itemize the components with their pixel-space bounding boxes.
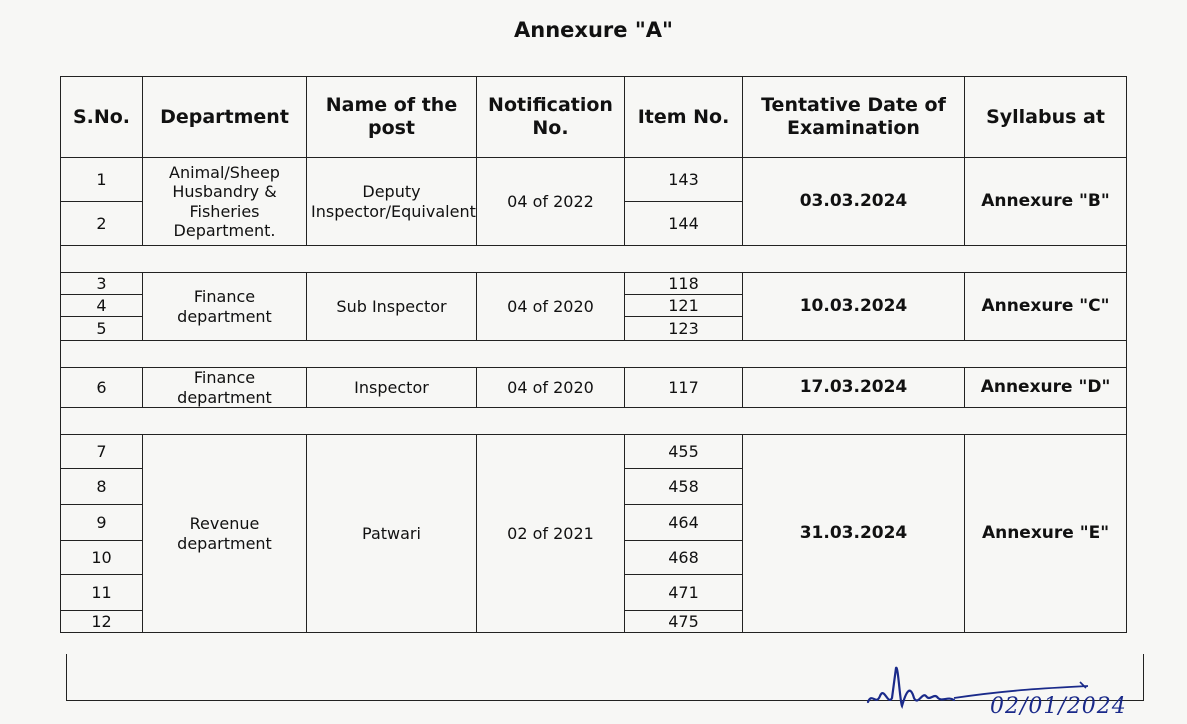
cell-syllabus: Annexure "B" (965, 158, 1127, 246)
page-title: Annexure "A" (514, 18, 673, 42)
spacer-cell (61, 341, 1127, 368)
cell-sno: 5 (61, 317, 143, 341)
cell-item: 468 (625, 541, 743, 575)
cell-post: Sub Inspector (307, 273, 477, 341)
cell-date: 03.03.2024 (743, 158, 965, 246)
cell-department: Finance department (143, 273, 307, 341)
cell-notification: 04 of 2022 (477, 158, 625, 246)
table-row (61, 273, 1127, 295)
cell-item: 143 (625, 158, 743, 202)
cell-department: Revenue department (143, 435, 307, 633)
cell-sno: 10 (61, 541, 143, 575)
cell-item: 117 (625, 368, 743, 408)
cell-item: 123 (625, 317, 743, 341)
spacer-row (61, 408, 1127, 435)
cell-sno: 7 (61, 435, 143, 469)
cell-sno: 2 (61, 202, 143, 246)
header-sno: S.No. (61, 77, 143, 158)
cell-department: Finance department (143, 368, 307, 408)
cell-sno: 4 (61, 295, 143, 317)
cell-sno: 12 (61, 611, 143, 633)
cell-notification: 02 of 2021 (477, 435, 625, 633)
cell-notification: 04 of 2020 (477, 368, 625, 408)
cell-department: Animal/Sheep Husbandry & Fisheries Department. (143, 158, 307, 246)
header-post: Name of the post (307, 77, 477, 158)
cell-syllabus: Annexure "E" (965, 435, 1127, 633)
header-date: Tentative Date of Examination (743, 77, 965, 158)
cell-date: 31.03.2024 (743, 435, 965, 633)
cell-date: 10.03.2024 (743, 273, 965, 341)
cell-post: Inspector (307, 368, 477, 408)
spacer-row (61, 246, 1127, 273)
spacer-cell (61, 408, 1127, 435)
cell-item: 475 (625, 611, 743, 633)
table-row (61, 368, 1127, 408)
cell-sno: 9 (61, 505, 143, 541)
table-body (61, 158, 1127, 633)
cell-sno: 1 (61, 158, 143, 202)
cell-notification: 04 of 2020 (477, 273, 625, 341)
header-syllabus: Syllabus at (965, 77, 1127, 158)
table-row (61, 435, 1127, 469)
cell-item: 471 (625, 575, 743, 611)
cell-item: 464 (625, 505, 743, 541)
cell-sno: 11 (61, 575, 143, 611)
cell-item: 458 (625, 469, 743, 505)
header-notification: Notification No. (477, 77, 625, 158)
cell-post: Patwari (307, 435, 477, 633)
spacer-row (61, 341, 1127, 368)
cell-syllabus: Annexure "D" (965, 368, 1127, 408)
cell-syllabus: Annexure "C" (965, 273, 1127, 341)
table-row (61, 158, 1127, 202)
cell-post: Deputy Inspector/Equivalent (307, 158, 477, 246)
annexure-table (60, 76, 1127, 633)
signature-date: 02/01/2024 (990, 694, 1127, 719)
cell-item: 118 (625, 273, 743, 295)
header-row (61, 77, 1127, 158)
cell-date: 17.03.2024 (743, 368, 965, 408)
spacer-cell (61, 246, 1127, 273)
cell-item: 455 (625, 435, 743, 469)
cell-sno: 6 (61, 368, 143, 408)
cell-sno: 8 (61, 469, 143, 505)
cell-item: 144 (625, 202, 743, 246)
cell-sno: 3 (61, 273, 143, 295)
cell-item: 121 (625, 295, 743, 317)
header-department: Department (143, 77, 307, 158)
header-item: Item No. (625, 77, 743, 158)
